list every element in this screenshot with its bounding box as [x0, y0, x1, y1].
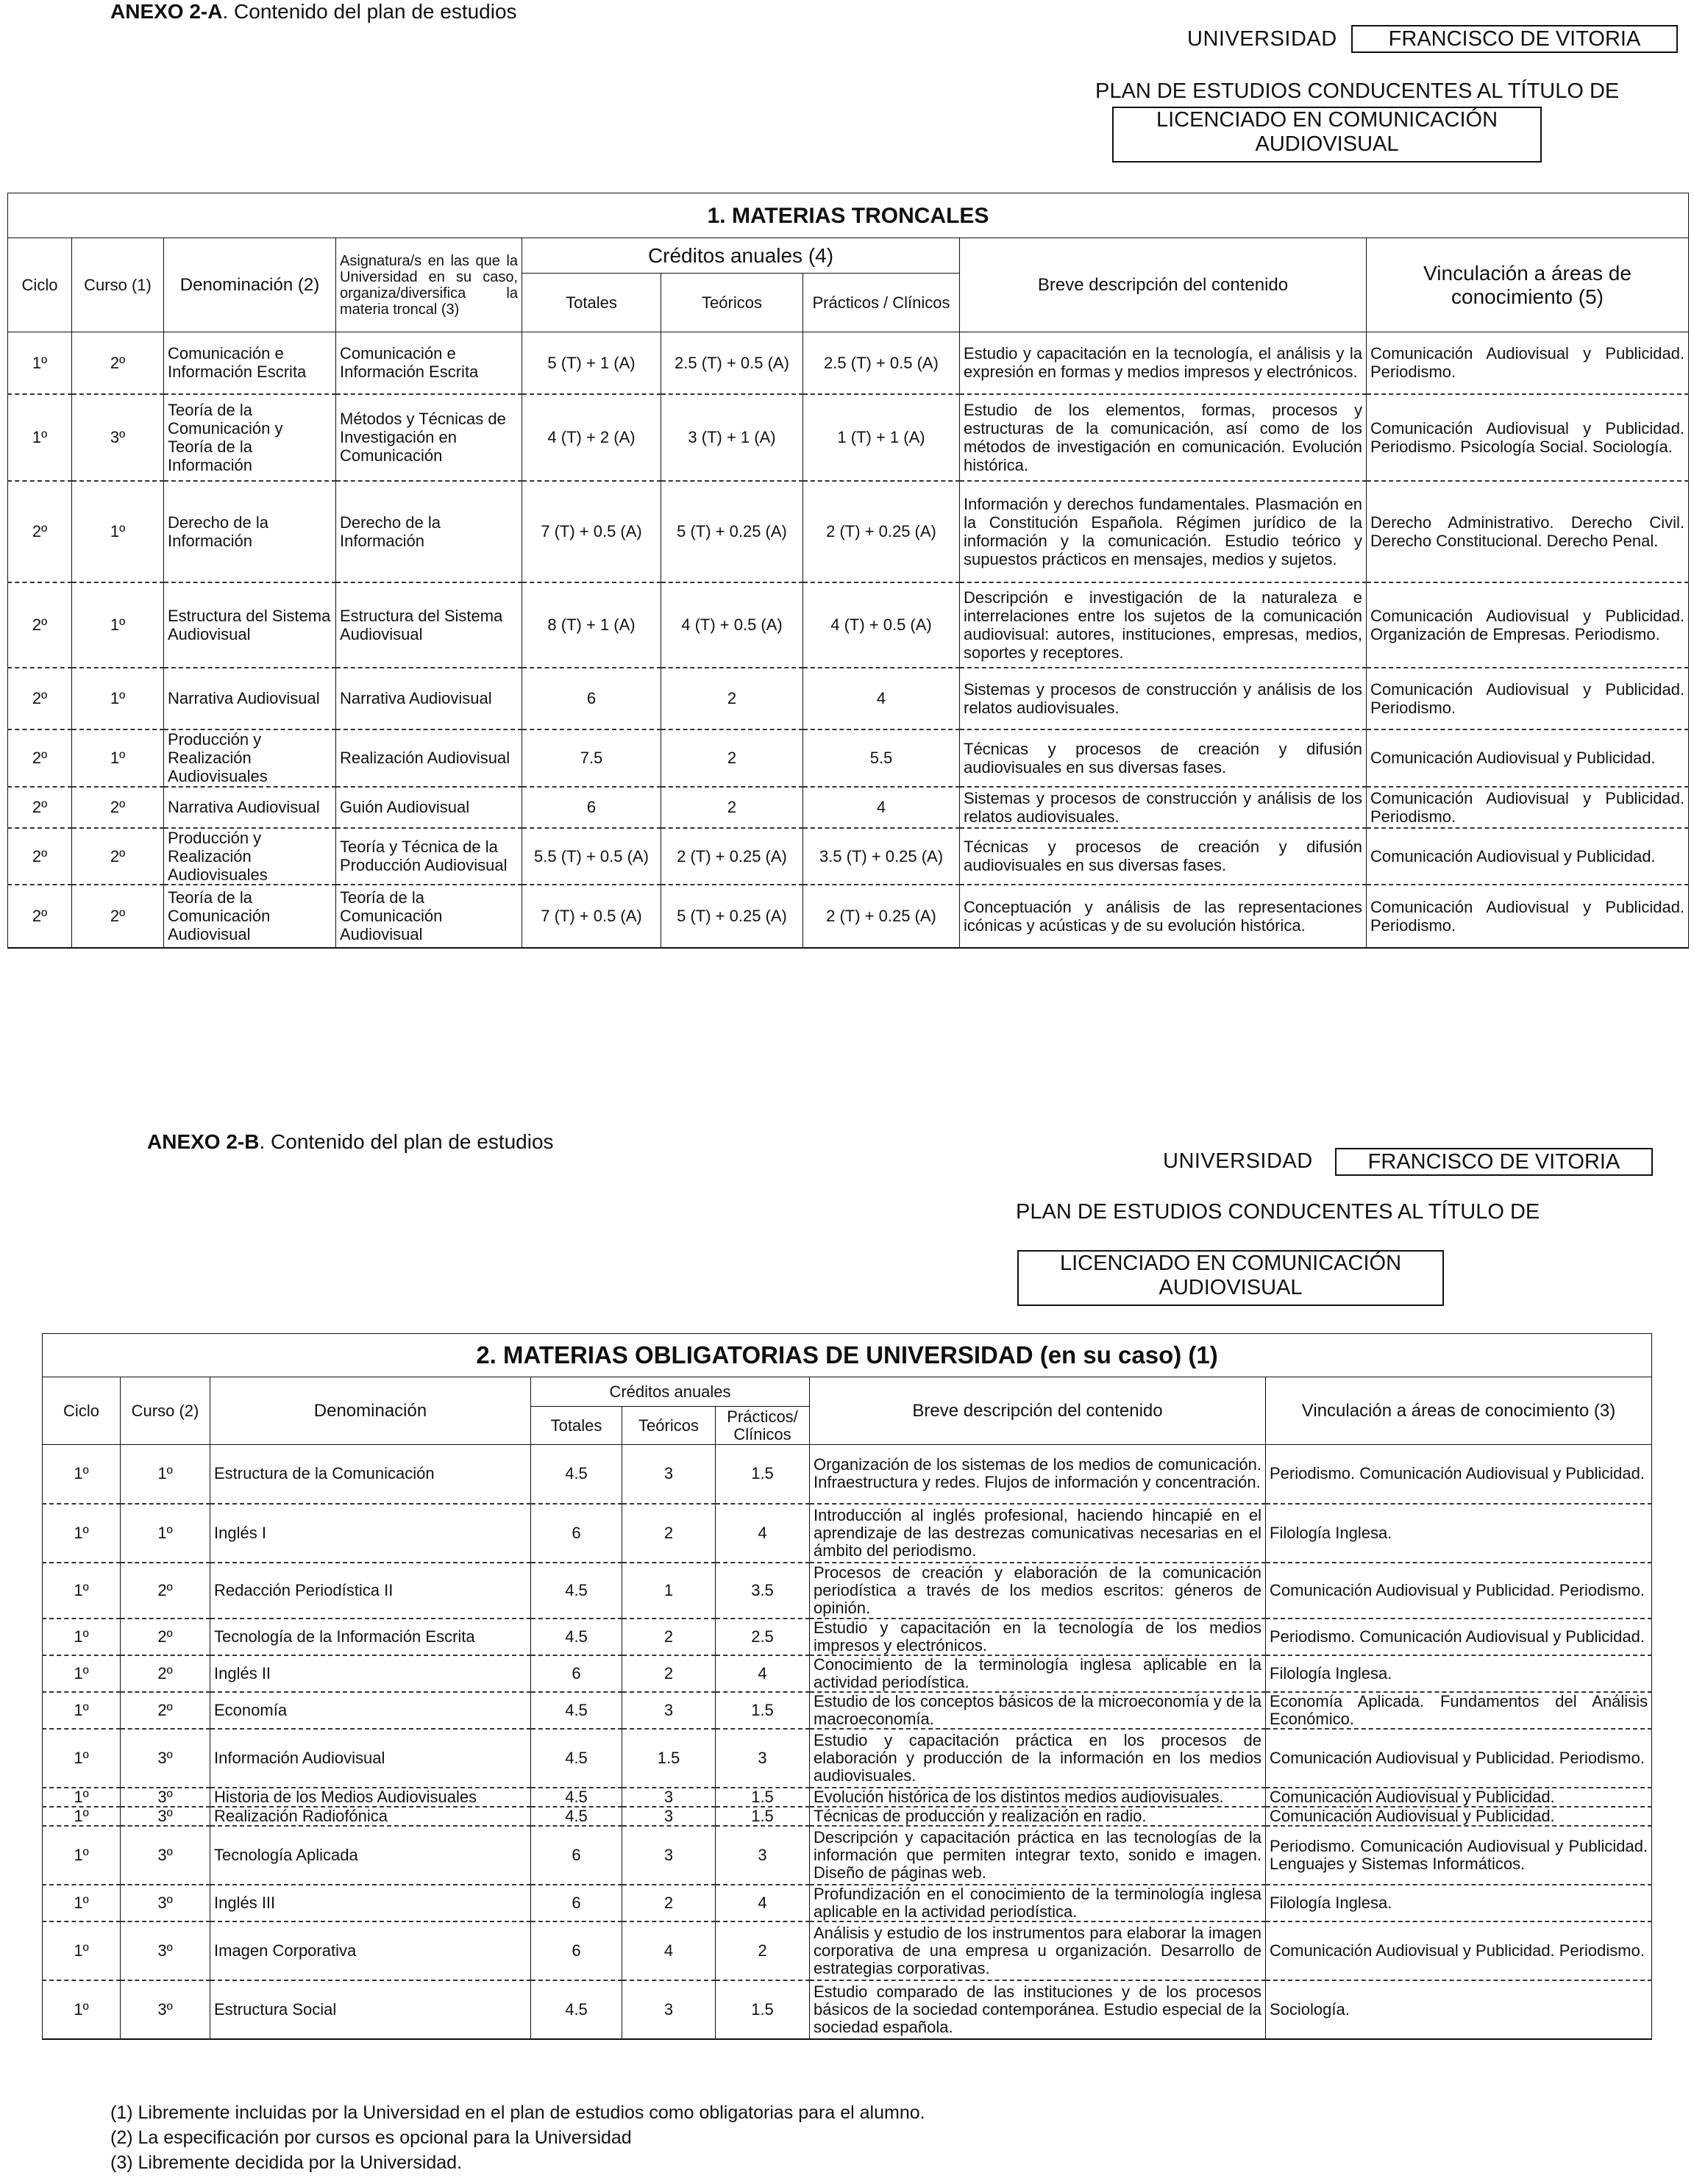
- table-row: [43, 1445, 1652, 1504]
- header-ciclo: Ciclo: [8, 238, 72, 332]
- cell-curso: 3º: [121, 1980, 210, 2039]
- table-row: [43, 1807, 1652, 1826]
- cell-totales: 4.5: [531, 1563, 622, 1619]
- cell-denominacion: Inglés I: [210, 1504, 531, 1563]
- cell-practicos: 2 (T) + 0.25 (A): [803, 885, 960, 948]
- cell-denominacion: Realización Radiofónica: [210, 1807, 531, 1826]
- anexo-a-label: ANEXO 2-A: [110, 0, 223, 23]
- universidad-label-a: UNIVERSIDAD: [1187, 27, 1337, 51]
- cell-denominacion: Información Audiovisual: [210, 1729, 531, 1788]
- cell-curso: 2º: [121, 1563, 210, 1619]
- cell-curso: 3º: [121, 1921, 210, 1980]
- cell-practicos: 1.5: [716, 1445, 810, 1504]
- header-vinculacion-b: Vinculación a áreas de conocimiento (3): [1266, 1377, 1652, 1445]
- header-curso-b: Curso (2): [121, 1377, 210, 1445]
- cell-teoricos: 2: [622, 1655, 716, 1692]
- cell-ciclo: 1º: [43, 1692, 121, 1729]
- header-denominacion-b: Denominación: [210, 1377, 531, 1445]
- cell-denominacion: Imagen Corporativa: [210, 1921, 531, 1980]
- header-curso: Curso (1): [72, 238, 164, 332]
- cell-practicos: 3: [716, 1729, 810, 1788]
- cell-totales: 6: [522, 668, 661, 729]
- cell-asignatura: Narrativa Audiovisual: [336, 668, 522, 729]
- cell-ciclo: 1º: [43, 1807, 121, 1826]
- cell-ciclo: 1º: [43, 1788, 121, 1807]
- cell-curso: 2º: [72, 332, 164, 394]
- cell-asignatura: Derecho de la Información: [336, 481, 522, 582]
- licenciado-line1-b: LICENCIADO EN COMUNICACIÓN: [1059, 1252, 1402, 1275]
- cell-teoricos: 4 (T) + 0.5 (A): [661, 582, 803, 668]
- cell-descripcion: Técnicas de producción y realización en radio.: [810, 1807, 1266, 1826]
- cell-totales: 6: [531, 1655, 622, 1692]
- cell-vinculacion: Comunicación Audiovisual y Publicidad. Periodismo.: [1266, 1563, 1652, 1619]
- header-totales-b: Totales: [531, 1407, 622, 1445]
- cell-vinculacion: Sociología.: [1266, 1980, 1652, 2039]
- cell-ciclo: 1º: [43, 1655, 121, 1692]
- cell-vinculacion: Comunicación Audiovisual y Publicidad. Periodismo.: [1367, 668, 1689, 729]
- cell-denominacion: Tecnología Aplicada: [210, 1826, 531, 1885]
- cell-ciclo: 1º: [8, 332, 72, 394]
- header-teoricos-b: Teóricos: [622, 1407, 716, 1445]
- cell-totales: 6: [531, 1921, 622, 1980]
- cell-totales: 4.5: [531, 1980, 622, 2039]
- cell-teoricos: 3 (T) + 1 (A): [661, 394, 803, 481]
- cell-totales: 4.5: [531, 1445, 622, 1504]
- cell-curso: 3º: [121, 1807, 210, 1826]
- cell-asignatura: Realización Audiovisual: [336, 729, 522, 787]
- cell-teoricos: 1: [622, 1563, 716, 1619]
- cell-practicos: 4: [716, 1885, 810, 1921]
- cell-teoricos: 5 (T) + 0.25 (A): [661, 481, 803, 582]
- cell-descripcion: Estudio y capacitación práctica en los procesos de elaboración y producción de la información en los medios audiovisuales.: [810, 1729, 1266, 1788]
- cell-vinculacion: Periodismo. Comunicación Audiovisual y Publicidad.: [1266, 1619, 1652, 1655]
- cell-practicos: 1.5: [716, 1788, 810, 1807]
- cell-ciclo: 1º: [43, 1885, 121, 1921]
- table-row: [8, 332, 1689, 394]
- cell-descripcion: Técnicas y procesos de creación y difusión audiovisuales en sus diversas fases.: [960, 828, 1367, 885]
- cell-descripcion: Evolución histórica de los distintos medios audiovisuales.: [810, 1788, 1266, 1807]
- footnote-3: (3) Libremente decidida por la Universidad.: [110, 2152, 463, 2173]
- header-creditos-b: Créditos anuales: [531, 1377, 810, 1407]
- cell-denominacion: Tecnología de la Información Escrita: [210, 1619, 531, 1655]
- table-row: [43, 1504, 1652, 1563]
- cell-ciclo: 1º: [8, 394, 72, 481]
- cell-practicos: 4: [716, 1504, 810, 1563]
- cell-descripcion: Profundización en el conocimiento de la terminología inglesa aplicable en la actividad periodística.: [810, 1885, 1266, 1921]
- cell-descripcion: Estudio y capacitación en la tecnología de los medios impresos y electrónicos.: [810, 1619, 1266, 1655]
- cell-vinculacion: Economía Aplicada. Fundamentos del Análisis Económico.: [1266, 1692, 1652, 1729]
- cell-ciclo: 2º: [8, 885, 72, 948]
- cell-teoricos: 2: [622, 1885, 716, 1921]
- cell-descripcion: Sistemas y procesos de construcción y análisis de los relatos audiovisuales.: [960, 668, 1367, 729]
- cell-vinculacion: Comunicación Audiovisual y Publicidad.: [1367, 729, 1689, 787]
- materias-obligatorias-table: [42, 1333, 1652, 2040]
- cell-descripcion: Descripción e investigación de la naturaleza e interrelaciones entre los sujetos de la comunicación audiovisual: autores, instituciones, empresas, medios, soportes y receptores.: [960, 582, 1367, 668]
- cell-totales: 6: [522, 787, 661, 828]
- table-title-a: 1. MATERIAS TRONCALES: [8, 193, 1689, 238]
- universidad-label-b: UNIVERSIDAD: [1163, 1149, 1313, 1173]
- plan-title-b: PLAN DE ESTUDIOS CONDUCENTES AL TÍTULO DE: [1016, 1200, 1540, 1224]
- cell-practicos: 4: [803, 787, 960, 828]
- cell-descripcion: Estudio y capacitación en la tecnología, el análisis y la expresión en formas y medios impresos y electrónicos.: [960, 332, 1367, 394]
- cell-teoricos: 3: [622, 1692, 716, 1729]
- cell-ciclo: 2º: [8, 668, 72, 729]
- cell-practicos: 2.5: [716, 1619, 810, 1655]
- table-row: [8, 481, 1689, 582]
- cell-totales: 4.5: [531, 1788, 622, 1807]
- cell-ciclo: 1º: [43, 1619, 121, 1655]
- table-title-b: 2. MATERIAS OBLIGATORIAS DE UNIVERSIDAD (en su caso) (1): [43, 1334, 1652, 1377]
- cell-curso: 2º: [121, 1692, 210, 1729]
- cell-denominacion: Historia de los Medios Audiovisuales: [210, 1788, 531, 1807]
- cell-denominacion: Derecho de la Información: [164, 481, 336, 582]
- cell-denominacion: Narrativa Audiovisual: [164, 668, 336, 729]
- cell-teoricos: 3: [622, 1807, 716, 1826]
- cell-asignatura: Teoría y Técnica de la Producción Audiovisual: [336, 828, 522, 885]
- cell-descripcion: Análisis y estudio de los instrumentos para elaborar la imagen corporativa de una empresa u organización. Desarrollo de estrategias corporativas.: [810, 1921, 1266, 1980]
- cell-vinculacion: Comunicación Audiovisual y Publicidad. Periodismo.: [1367, 885, 1689, 948]
- cell-vinculacion: Comunicación Audiovisual y Publicidad.: [1266, 1788, 1652, 1807]
- cell-ciclo: 1º: [43, 1980, 121, 2039]
- table-row: [43, 1788, 1652, 1807]
- materias-troncales-table: [7, 193, 1689, 949]
- cell-ciclo: 1º: [43, 1826, 121, 1885]
- header-asignatura: Asignatura/s en las que la Universidad en su caso, organiza/diversifica la materia troncal (3): [336, 238, 522, 332]
- cell-totales: 7 (T) + 0.5 (A): [522, 481, 661, 582]
- cell-curso: 2º: [72, 885, 164, 948]
- cell-denominacion: Inglés III: [210, 1885, 531, 1921]
- cell-curso: 2º: [121, 1619, 210, 1655]
- cell-practicos: 2.5 (T) + 0.5 (A): [803, 332, 960, 394]
- cell-practicos: 4 (T) + 0.5 (A): [803, 582, 960, 668]
- cell-asignatura: Comunicación e Información Escrita: [336, 332, 522, 394]
- table-row: [43, 1921, 1652, 1980]
- cell-practicos: 4: [803, 668, 960, 729]
- cell-practicos: 1.5: [716, 1692, 810, 1729]
- header-creditos: Créditos anuales (4): [522, 238, 960, 274]
- cell-denominacion: Estructura Social: [210, 1980, 531, 2039]
- cell-descripcion: Introducción al inglés profesional, haciendo hincapié en el aprendizaje de las destrezas comunicativas necesarias en el ámbito del periodismo.: [810, 1504, 1266, 1563]
- cell-descripcion: Estudio comparado de las instituciones y de los procesos básicos de la sociedad contemporánea. Estudio especial de la sociedad española.: [810, 1980, 1266, 2039]
- cell-curso: 1º: [121, 1504, 210, 1563]
- cell-descripcion: Estudio de los elementos, formas, procesos y estructuras de la comunicación, así como de los métodos de investigación en comunicación. Evolución histórica.: [960, 394, 1367, 481]
- cell-vinculacion: Periodismo. Comunicación Audiovisual y Publicidad. Lenguajes y Sistemas Informáticos.: [1266, 1826, 1652, 1885]
- cell-denominacion: Producción y Realización Audiovisuales: [164, 729, 336, 787]
- cell-asignatura: Estructura del Sistema Audiovisual: [336, 582, 522, 668]
- cell-teoricos: 2: [661, 729, 803, 787]
- cell-teoricos: 3: [622, 1445, 716, 1504]
- cell-denominacion: Teoría de la Comunicación y Teoría de la Información: [164, 394, 336, 481]
- header-teoricos: Teóricos: [661, 274, 803, 332]
- cell-practicos: 3.5 (T) + 0.25 (A): [803, 828, 960, 885]
- licenciado-box-b: [1017, 1250, 1444, 1306]
- cell-totales: 5 (T) + 1 (A): [522, 332, 661, 394]
- cell-ciclo: 1º: [43, 1504, 121, 1563]
- cell-curso: 1º: [72, 668, 164, 729]
- cell-denominacion: Narrativa Audiovisual: [164, 787, 336, 828]
- licenciado-line1-a: LICENCIADO EN COMUNICACIÓN: [1156, 108, 1498, 132]
- cell-totales: 5.5 (T) + 0.5 (A): [522, 828, 661, 885]
- cell-vinculacion: Periodismo. Comunicación Audiovisual y Publicidad.: [1266, 1445, 1652, 1504]
- cell-ciclo: 1º: [43, 1445, 121, 1504]
- cell-teoricos: 3: [622, 1826, 716, 1885]
- cell-curso: 1º: [72, 729, 164, 787]
- cell-ciclo: 2º: [8, 481, 72, 582]
- cell-practicos: 3: [716, 1826, 810, 1885]
- cell-ciclo: 1º: [43, 1563, 121, 1619]
- table-row: [8, 885, 1689, 948]
- table-row: [43, 1692, 1652, 1729]
- cell-teoricos: 2 (T) + 0.25 (A): [661, 828, 803, 885]
- cell-denominacion: Comunicación e Información Escrita: [164, 332, 336, 394]
- cell-descripcion: Descripción y capacitación práctica en las tecnologías de la información que permiten integrar texto, sonido e imagen. Diseño de páginas web.: [810, 1826, 1266, 1885]
- cell-teoricos: 2: [661, 787, 803, 828]
- cell-descripcion: Información y derechos fundamentales. Plasmación en la Constitución Española. Régimen jurídico de la información y la comunicación. Estudio teórico y supuestos prácticos en mensajes, medios y sujetos.: [960, 481, 1367, 582]
- plan-title-a: PLAN DE ESTUDIOS CONDUCENTES AL TÍTULO DE: [1095, 79, 1620, 103]
- cell-totales: 4 (T) + 2 (A): [522, 394, 661, 481]
- cell-denominacion: Economía: [210, 1692, 531, 1729]
- cell-teoricos: 2: [622, 1504, 716, 1563]
- cell-teoricos: 3: [622, 1788, 716, 1807]
- anexo-b-heading: [147, 1130, 554, 1154]
- cell-practicos: 5.5: [803, 729, 960, 787]
- header-vinculacion: Vinculación a áreas de conocimiento (5): [1367, 238, 1689, 332]
- table-row: [43, 1980, 1652, 2039]
- cell-curso: 3º: [121, 1788, 210, 1807]
- table-row: [8, 729, 1689, 787]
- cell-curso: 3º: [121, 1885, 210, 1921]
- anexo-b-subtitle: . Contenido del plan de estudios: [259, 1130, 554, 1153]
- cell-totales: 4.5: [531, 1619, 622, 1655]
- table-row: [8, 582, 1689, 668]
- cell-denominacion: Teoría de la Comunicación Audiovisual: [164, 885, 336, 948]
- cell-curso: 3º: [72, 394, 164, 481]
- universidad-value-a: FRANCISCO DE VITORIA: [1351, 25, 1678, 53]
- cell-practicos: 3.5: [716, 1563, 810, 1619]
- anexo-b-label: ANEXO 2-B: [147, 1130, 260, 1153]
- footnote-1: (1) Libremente incluidas por la Universidad en el plan de estudios como obligatorias para el alumno.: [110, 2102, 925, 2123]
- table-row: [43, 1826, 1652, 1885]
- cell-asignatura: Teoría de la Comunicación Audiovisual: [336, 885, 522, 948]
- table-row: [43, 1563, 1652, 1619]
- cell-teoricos: 2: [622, 1619, 716, 1655]
- cell-practicos: 4: [716, 1655, 810, 1692]
- cell-totales: 6: [531, 1504, 622, 1563]
- cell-vinculacion: Comunicación Audiovisual y Publicidad. Organización de Empresas. Periodismo.: [1367, 582, 1689, 668]
- cell-practicos: 1 (T) + 1 (A): [803, 394, 960, 481]
- header-totales: Totales: [522, 274, 661, 332]
- footnotes: [110, 2100, 925, 2175]
- cell-descripcion: Estudio de los conceptos básicos de la microeconomía y de la macroeconomía.: [810, 1692, 1266, 1729]
- cell-teoricos: 3: [622, 1980, 716, 2039]
- cell-teoricos: 1.5: [622, 1729, 716, 1788]
- cell-practicos: 2 (T) + 0.25 (A): [803, 481, 960, 582]
- header-practicos-b: Prácticos/ Clínicos: [716, 1407, 810, 1445]
- cell-ciclo: 2º: [8, 582, 72, 668]
- cell-totales: 6: [531, 1885, 622, 1921]
- table-row: [8, 787, 1689, 828]
- cell-totales: 6: [531, 1826, 622, 1885]
- cell-curso: 1º: [72, 582, 164, 668]
- cell-vinculacion: Comunicación Audiovisual y Publicidad. Periodismo.: [1367, 332, 1689, 394]
- table-row: [8, 394, 1689, 481]
- cell-teoricos: 5 (T) + 0.25 (A): [661, 885, 803, 948]
- cell-totales: 4.5: [531, 1692, 622, 1729]
- cell-denominacion: Inglés II: [210, 1655, 531, 1692]
- cell-curso: 3º: [121, 1729, 210, 1788]
- cell-descripcion: Procesos de creación y elaboración de la comunicación periodística a través de los medios escritos: géneros de opinión.: [810, 1563, 1266, 1619]
- cell-teoricos: 2: [661, 668, 803, 729]
- footnote-2: (2) La especificación por cursos es opcional para la Universidad: [110, 2127, 632, 2148]
- licenciado-line2-b: AUDIOVISUAL: [1159, 1276, 1303, 1299]
- cell-denominacion: Producción y Realización Audiovisuales: [164, 828, 336, 885]
- cell-vinculacion: Filología Inglesa.: [1266, 1885, 1652, 1921]
- cell-totales: 4.5: [531, 1729, 622, 1788]
- cell-denominacion: Redacción Periodística II: [210, 1563, 531, 1619]
- cell-asignatura: Guión Audiovisual: [336, 787, 522, 828]
- cell-curso: 1º: [72, 481, 164, 582]
- table-row: [43, 1619, 1652, 1655]
- cell-ciclo: 2º: [8, 729, 72, 787]
- cell-vinculacion: Comunicación Audiovisual y Publicidad. Periodismo.: [1266, 1729, 1652, 1788]
- table-row: [43, 1655, 1652, 1692]
- cell-curso: 1º: [121, 1445, 210, 1504]
- cell-ciclo: 2º: [8, 828, 72, 885]
- header-practicos: Prácticos / Clínicos: [803, 274, 960, 332]
- cell-vinculacion: Filología Inglesa.: [1266, 1655, 1652, 1692]
- cell-vinculacion: Filología Inglesa.: [1266, 1504, 1652, 1563]
- cell-descripcion: Conceptuación y análisis de las representaciones icónicas y acústicas y de su evolución histórica.: [960, 885, 1367, 948]
- cell-curso: 2º: [72, 828, 164, 885]
- cell-practicos: 1.5: [716, 1980, 810, 2039]
- cell-descripcion: Sistemas y procesos de construcción y análisis de los relatos audiovisuales.: [960, 787, 1367, 828]
- cell-denominacion: Estructura del Sistema Audiovisual: [164, 582, 336, 668]
- cell-vinculacion: Comunicación Audiovisual y Publicidad. Periodismo. Psicología Social. Sociología.: [1367, 394, 1689, 481]
- cell-asignatura: Métodos y Técnicas de Investigación en Comunicación: [336, 394, 522, 481]
- cell-teoricos: 2.5 (T) + 0.5 (A): [661, 332, 803, 394]
- licenciado-box-a: [1112, 107, 1542, 163]
- licenciado-line2-a: AUDIOVISUAL: [1255, 132, 1399, 156]
- cell-practicos: 1.5: [716, 1807, 810, 1826]
- cell-vinculacion: Comunicación Audiovisual y Publicidad.: [1367, 828, 1689, 885]
- cell-curso: 3º: [121, 1826, 210, 1885]
- anexo-a-heading: [110, 0, 517, 24]
- table-row: [8, 828, 1689, 885]
- table-row: [43, 1729, 1652, 1788]
- cell-denominacion: Estructura de la Comunicación: [210, 1445, 531, 1504]
- anexo-a-subtitle: . Contenido del plan de estudios: [222, 0, 517, 23]
- cell-curso: 2º: [121, 1655, 210, 1692]
- cell-ciclo: 1º: [43, 1729, 121, 1788]
- cell-descripcion: Técnicas y procesos de creación y difusión audiovisuales en sus diversas fases.: [960, 729, 1367, 787]
- header-descripcion: Breve descripción del contenido: [960, 238, 1367, 332]
- header-ciclo-b: Ciclo: [43, 1377, 121, 1445]
- table-row: [43, 1885, 1652, 1921]
- cell-vinculacion: Derecho Administrativo. Derecho Civil. Derecho Constitucional. Derecho Penal.: [1367, 481, 1689, 582]
- cell-vinculacion: Comunicación Audiovisual y Publicidad. Periodismo.: [1367, 787, 1689, 828]
- universidad-value-b: FRANCISCO DE VITORIA: [1335, 1148, 1653, 1176]
- header-descripcion-b: Breve descripción del contenido: [810, 1377, 1266, 1445]
- cell-vinculacion: Comunicación Audiovisual y Publicidad.: [1266, 1807, 1652, 1826]
- cell-totales: 7.5: [522, 729, 661, 787]
- cell-ciclo: 2º: [8, 787, 72, 828]
- cell-vinculacion: Comunicación Audiovisual y Publicidad. Periodismo.: [1266, 1921, 1652, 1980]
- cell-practicos: 2: [716, 1921, 810, 1980]
- cell-descripcion: Organización de los sistemas de los medios de comunicación. Infraestructura y redes. Flujos de información y concentración.: [810, 1445, 1266, 1504]
- cell-totales: 4.5: [531, 1807, 622, 1826]
- cell-teoricos: 4: [622, 1921, 716, 1980]
- table-row: [8, 668, 1689, 729]
- cell-totales: 8 (T) + 1 (A): [522, 582, 661, 668]
- cell-ciclo: 1º: [43, 1921, 121, 1980]
- cell-curso: 2º: [72, 787, 164, 828]
- cell-totales: 7 (T) + 0.5 (A): [522, 885, 661, 948]
- cell-descripcion: Conocimiento de la terminología inglesa aplicable en la actividad periodística.: [810, 1655, 1266, 1692]
- header-denominacion: Denominación (2): [164, 238, 336, 332]
